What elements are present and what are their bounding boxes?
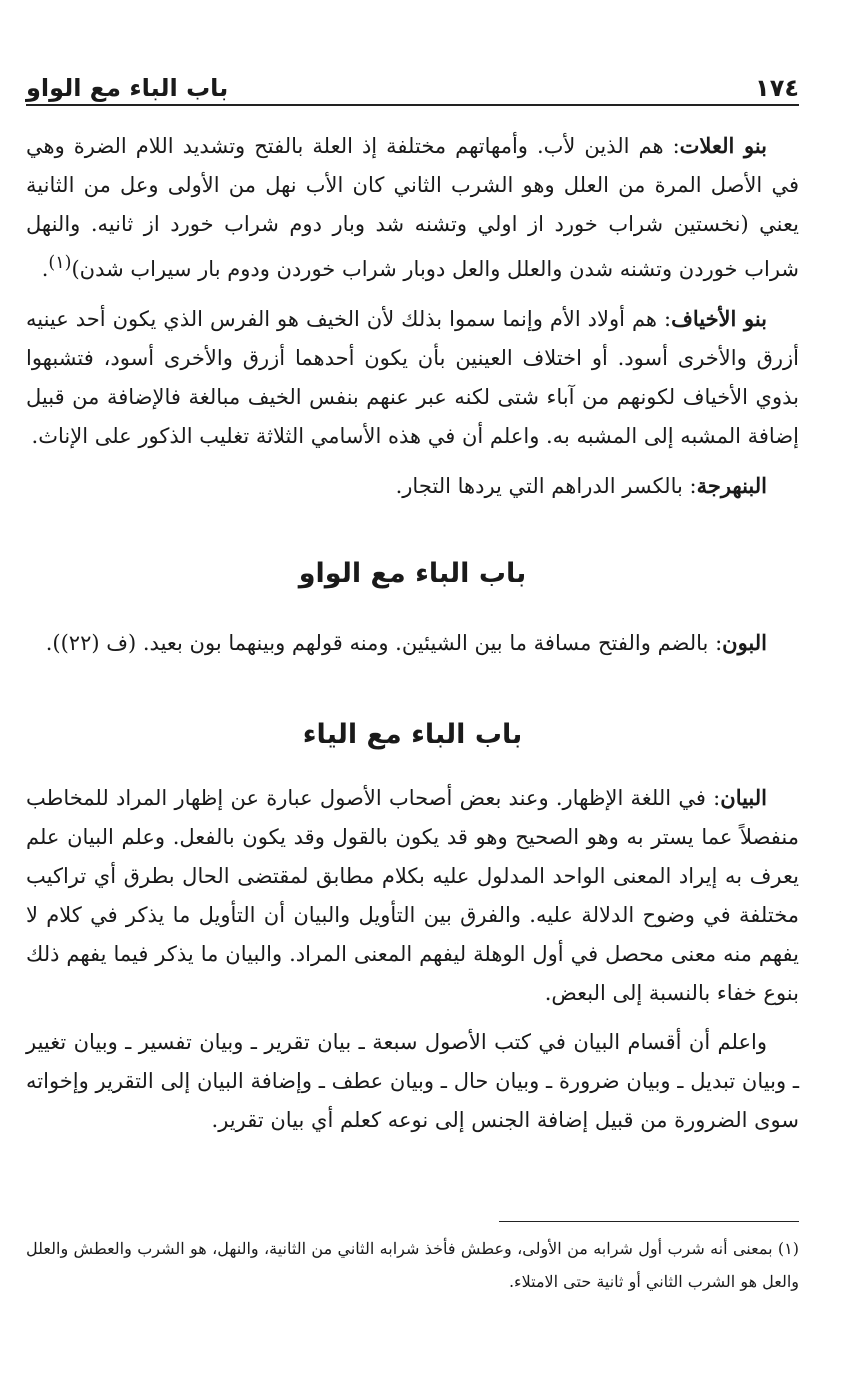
- entry-text: : بالضم والفتح مسافة ما بين الشيئين. ومنه قولهم وبينهما بون بعيد. (ف (٢٢)).: [45, 631, 723, 655]
- footnote: [26, 1232, 799, 1298]
- entry-text: : هم أولاد الأم وإنما سموا بذلك لأن الخيف هو الفرس الذي يكون أحد عينيه أزرق والأخرى أسود. أو اختلاف العينين بأن يكون أحدهما أزرق والأخرى أسود، فتشبهوا بذوي الأخياف لكونهم من آباء شتى لكنه عبر عنهم بنفس الخيف مبالغة فالإضافة من قبيل إضافة المشبه إلى المشبه به. واعلم أن في هذه الأسامي الثلاثة تغليب الذكور على الإناث.: [26, 307, 799, 448]
- entry-term: بنو العلات: [679, 133, 768, 158]
- entry-al-bawn: [26, 623, 799, 663]
- footnote-marker: (١): [777, 1239, 799, 1258]
- footnote-text: بمعنى أنه شرب أول شرابه من الأولى، وعطش فأخذ شرابه الثاني من الثانية، والنهل، هو الشرب والعطش والعلل والعل هو الشرب الثاني أو ثانية حتى الامتلاء.: [26, 1239, 799, 1291]
- footnote-ref: (١): [48, 253, 72, 273]
- entry-banu-al-akhyaf: [26, 299, 799, 456]
- entry-text: : هم الذين لأب. وأمهاتهم مختلفة إذ العلة بالفتح وتشديد اللام الضرة وهي في الأصل المرة من العلل وهو الشرب الثاني كان الأب نهل من الأولى وعل من الثانية يعني (نخستين شراب خورد از اولي وتشنه شد وبار دوم شراب خورد از ثانيه. والنهل شراب خوردن وتشنه شدن والعلل والعل دوبار شراب خوردن ودوم بار سيراب شدن): [26, 134, 799, 281]
- entry-term: البون: [722, 630, 767, 655]
- footnote-rule: [499, 1221, 799, 1222]
- entry-term: بنو الأخياف: [671, 306, 768, 331]
- chapter-title: باب الباء مع الواو: [26, 74, 229, 102]
- section-heading-ba-ya: باب الباء مع الياء: [302, 719, 523, 750]
- entry-tail: .: [41, 257, 49, 281]
- page-number: ١٧٤: [755, 74, 799, 102]
- page-body: [26, 126, 799, 1150]
- entry-al-bayan: [26, 778, 799, 1013]
- entry-term: البيان: [720, 785, 767, 810]
- bayan-types-paragraph: [26, 1023, 799, 1140]
- header-rule: [26, 104, 799, 106]
- entry-term: البنهرجة: [696, 473, 767, 498]
- running-head: [26, 62, 799, 102]
- paragraph-text: واعلم أن أقسام البيان في كتب الأصول سبعة ـ بيان تقرير ـ وبيان تفسير ـ وبيان تغيير ـ وبيان تبديل ـ وبيان ضرورة ـ وبيان حال ـ وبيان عطف ـ وإضافة البيان إلى التقرير وإخواته سوى الضرورة من قبيل إضافة الجنس إلى نوعه كعلم أي بيان تقرير.: [26, 1030, 799, 1132]
- entry-banu-al-allat: [26, 126, 799, 289]
- entry-text: : بالكسر الدراهم التي يردها التجار.: [395, 474, 697, 498]
- entry-al-banhraja: [26, 466, 799, 506]
- entry-text: : في اللغة الإظهار. وعند بعض أصحاب الأصول عبارة عن إظهار المراد للمخاطب منفصلاً عما يستر به وهو الصحيح وهو قد يكون بالقول وقد يكون بالفعل. وعلم البيان علم يعرف به إيراد المعنى الواحد المدلول عليه بكلام مطابق لمقتضى الحال بطرق أي تراكيب مختلفة في وضوح الدلالة عليه. والفرق بين التأويل والبيان أن التأويل ما يذكر في كلام لا يفهم منه معنى محصل في أول الوهلة ليفهم المعنى المراد. والبيان ما يذكر فيما يفهم ذلك بنوع خفاء بالنسبة إلى البعض.: [26, 786, 799, 1005]
- section-heading-ba-waw: باب الباء مع الواو: [298, 558, 527, 589]
